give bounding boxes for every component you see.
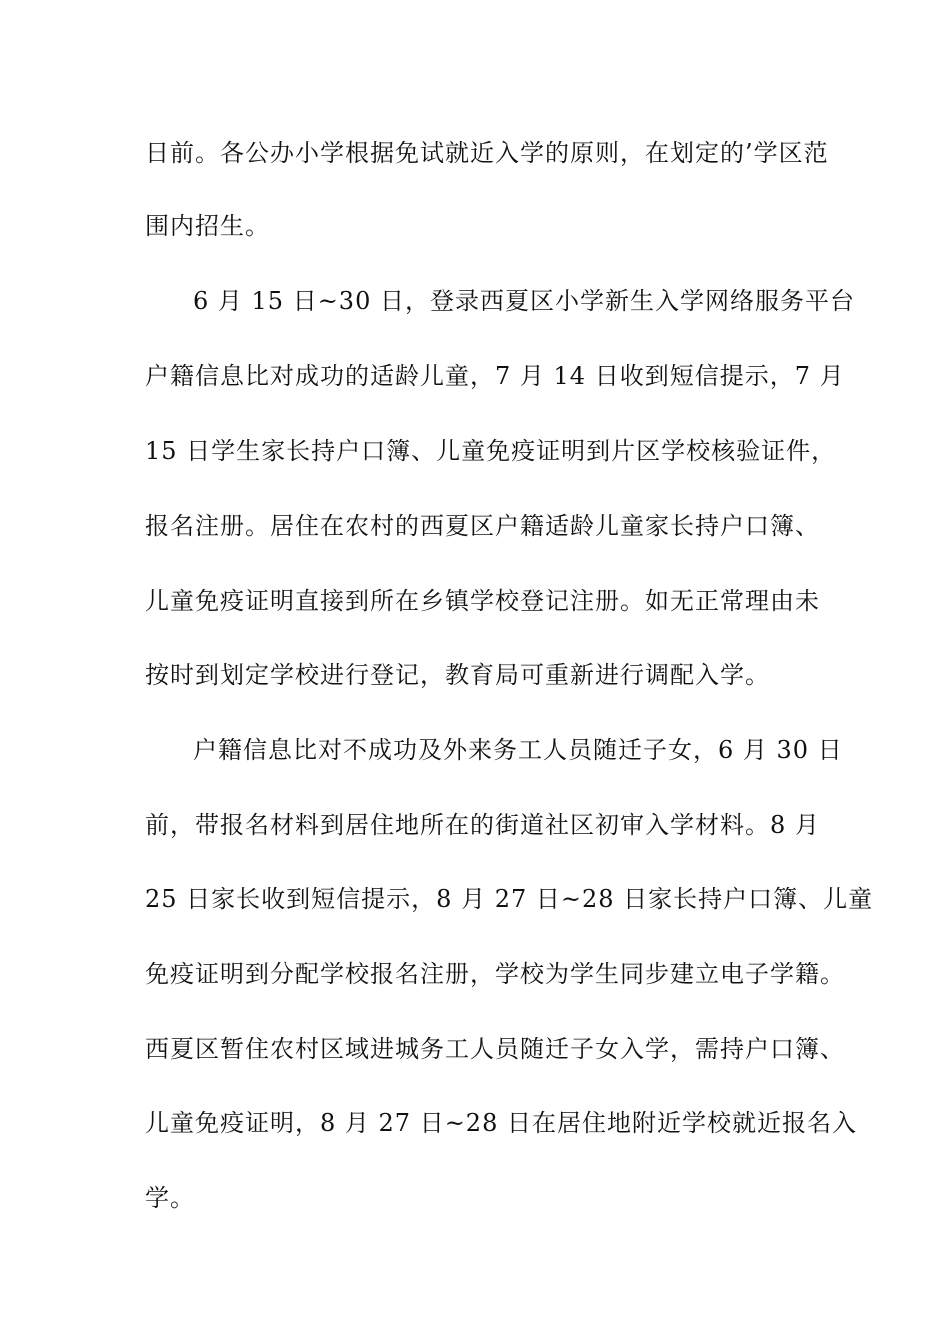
text-line: 围内招生。 <box>145 212 270 240</box>
text-line: 儿童免疫证明直接到所在乡镇学校登记注册。如无正常理由未 <box>145 587 820 615</box>
text-line: 日前。各公办小学根据免试就近入学的原则，在划定的’学区范 <box>145 139 829 167</box>
text-line: 学。 <box>145 1184 195 1212</box>
text-line: 户籍信息比对不成功及外来务工人员随迁子女，6 月 30 日 <box>193 736 843 764</box>
text-line: 15 日学生家长持户口簿、儿童免疫证明到片区学校核验证件， <box>145 437 837 465</box>
text-line: 儿童免疫证明，8 月 27 日~28 日在居住地附近学校就近报名入 <box>145 1109 857 1137</box>
text-line: 前，带报名材料到居住地所在的街道社区初审入学材料。8 月 <box>145 811 820 839</box>
text-line: 按时到划定学校进行登记，教育局可重新进行调配入学。 <box>145 661 770 689</box>
text-line: 25 日家长收到短信提示，8 月 27 日~28 日家长持户口簿、儿童 <box>145 885 874 913</box>
text-line: 免疫证明到分配学校报名注册，学校为学生同步建立电子学籍。 <box>145 960 845 988</box>
text-line: 西夏区暂住农村区域进城务工人员随迁子女入学，需持户口簿、 <box>145 1035 845 1063</box>
text-line: 户籍信息比对成功的适龄儿童，7 月 14 日收到短信提示，7 月 <box>145 362 845 390</box>
text-line: 报名注册。居住在农村的西夏区户籍适龄儿童家长持户口簿、 <box>145 512 820 540</box>
text-line: 6 月 15 日~30 日，登录西夏区小学新生入学网络服务平台 <box>193 287 855 315</box>
